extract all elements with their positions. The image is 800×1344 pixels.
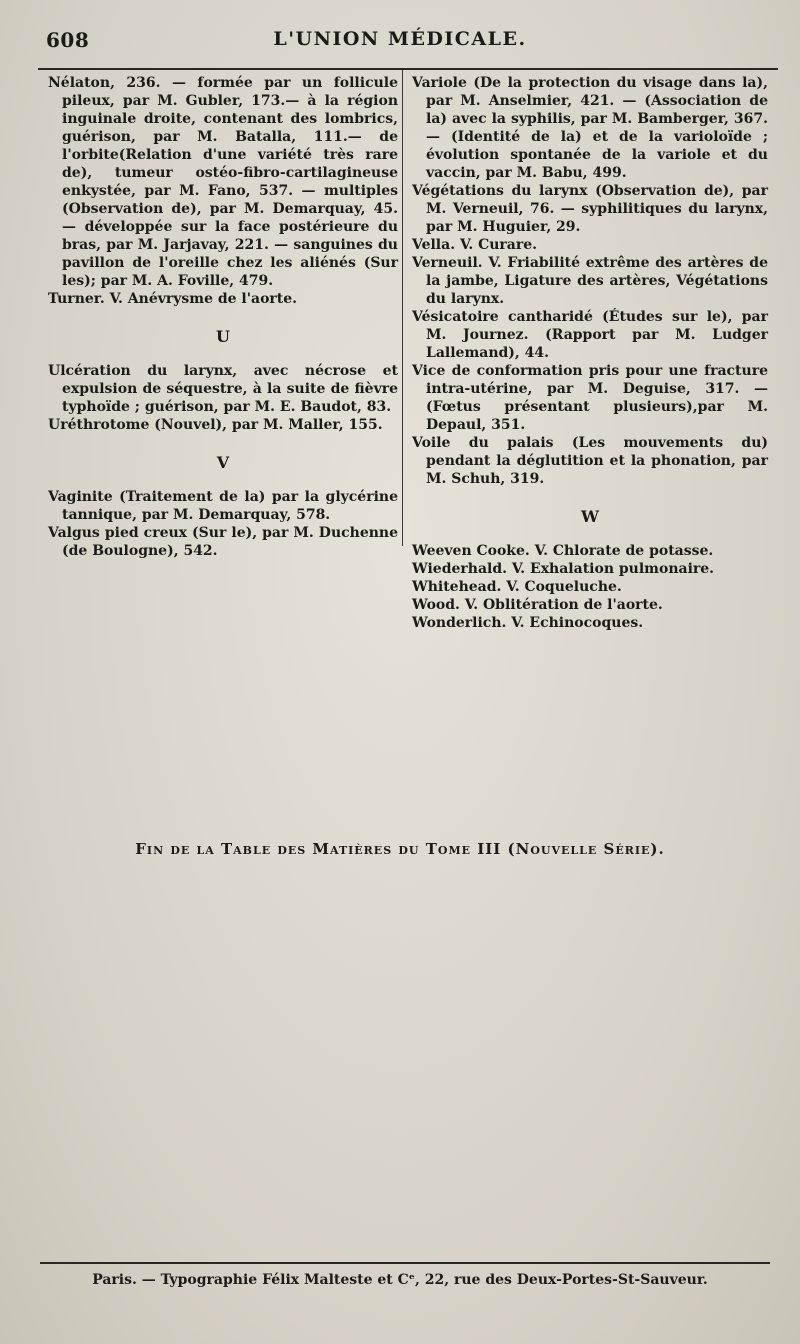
page-number: 608 <box>46 28 90 52</box>
printer-imprint: Paris. — Typographie Félix Malteste et Cᵉ, 22, rue des Deux-Portes-St-Sauveur. <box>92 1272 708 1288</box>
page-header <box>40 26 760 56</box>
section-letter-v: V <box>216 453 230 472</box>
left-column <box>48 74 398 560</box>
right-column <box>412 74 768 632</box>
index-entry: Whitehead. V. Coqueluche. <box>412 579 622 595</box>
index-entry: Vella. V. Curare. <box>412 237 538 253</box>
section-letter-u: U <box>216 327 230 346</box>
index-entry: Nélaton, 236. — formée par un follicule pileux, par M. Gubler, 173.— à la région inguinale droite, contenant des lombrics, guérison, par M. Batalla, 111.— de l'orbite(Relation d'une variété très rare de), tumeur ostéo-fibro-cartilagineuse enkystée, par M. Fano, 537. — multiples (Observation de), par M. Demarquay, 45. — développée sur la face postérieure du bras, par M. Jarjavay, 221. — sanguines du pavillon de l'oreille chez les aliénés (Sur les); par M. A. Foville, 479. <box>48 75 398 289</box>
index-entry: Végétations du larynx (Observation de), par M. Verneuil, 76. — syphilitiques du larynx, par M. Huguier, 29. <box>412 183 768 235</box>
index-entry: Uréthrotome (Nouvel), par M. Maller, 155. <box>48 417 383 433</box>
index-entry: Weeven Cooke. V. Chlorate de potasse. <box>412 543 714 559</box>
footer-rule <box>40 1262 770 1264</box>
index-entry: Valgus pied creux (Sur le), par M. Duchenne (de Boulogne), 542. <box>48 525 398 559</box>
index-entry: Wiederhald. V. Exhalation pulmonaire. <box>412 561 715 577</box>
index-entry: Vaginite (Traitement de la) par la glycérine tannique, par M. Demarquay, 578. <box>48 489 398 523</box>
header-rule <box>38 68 778 70</box>
running-head: L'UNION MÉDICALE. <box>273 28 527 50</box>
index-entry: Wood. V. Oblitération de l'aorte. <box>412 597 663 613</box>
index-entry: Vésicatoire cantharidé (Études sur le), par M. Journez. (Rapport par M. Ludger Lallemand), 44. <box>412 309 768 361</box>
index-entry: Variole (De la protection du visage dans la), par M. Anselmier, 421. — (Association de la) avec la syphilis, par M. Bamberger, 367. — (Identité de la) et de la varioloïde ; évolution spontanée de la variole et du vaccin, par M. Babu, 499. <box>412 75 768 181</box>
section-letter-w: W <box>581 507 599 526</box>
bleed-through-texture <box>30 560 770 1250</box>
index-entry: Wonderlich. V. Echinocoques. <box>412 615 644 631</box>
index-entry: Turner. V. Anévrysme de l'aorte. <box>48 291 298 307</box>
index-entry: Voile du palais (Les mouvements du) pendant la déglutition et la phonation, par M. Schuh, 319. <box>412 435 768 487</box>
column-separator <box>402 70 403 546</box>
index-entry: Vice de conformation pris pour une fracture intra-utérine, par M. Deguise, 317. — (Fœtus présentant plusieurs),par M. Depaul, 351. <box>412 363 768 433</box>
index-entry: Ulcération du larynx, avec nécrose et expulsion de séquestre, à la suite de fièvre typhoïde ; guérison, par M. E. Baudot, 83. <box>48 363 398 415</box>
end-of-table-note: Fin de la Table des Matières du Tome III (Nouvelle Série). <box>135 840 665 858</box>
index-entry: Verneuil. V. Friabilité extrême des artères de la jambe, Ligature des artères, Végétations du larynx. <box>412 255 768 307</box>
